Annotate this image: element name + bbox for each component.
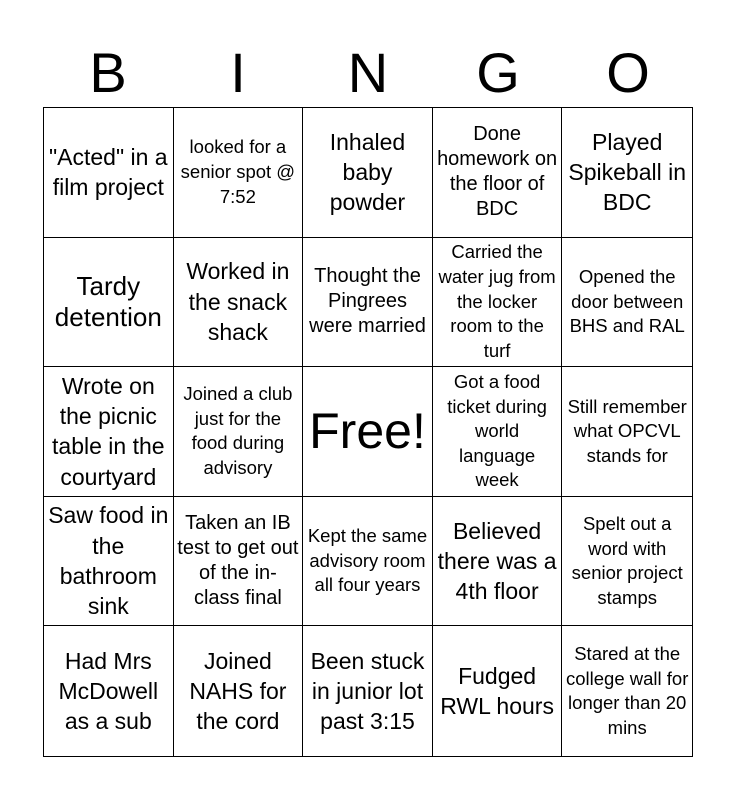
header-letter-n: N <box>347 41 389 104</box>
cell-text: Saw food in the bathroom sink <box>48 502 169 620</box>
cell-text: Worked in the snack shack <box>186 258 290 346</box>
bingo-cell[interactable] <box>562 238 692 368</box>
header-letter-o: O <box>606 41 650 104</box>
cell-text: Had Mrs McDowell as a sub <box>58 647 159 735</box>
free-space-text: Free! <box>309 402 426 459</box>
bingo-cell[interactable] <box>433 238 563 368</box>
header-letter-i: I <box>230 41 246 104</box>
bingo-cell[interactable] <box>174 626 304 756</box>
bingo-cell[interactable] <box>44 108 174 238</box>
cell-text: Carried the water jug from the locker room to the turf <box>438 241 556 361</box>
cell-text: Done homework on the floor of BDC <box>437 122 558 221</box>
cell-text: Inhaled baby powder <box>329 128 406 216</box>
cell-text: Stared at the college wall for longer than 20 mins <box>566 643 689 738</box>
bingo-cell[interactable] <box>433 367 563 497</box>
cell-text: Been stuck in junior lot past 3:15 <box>310 647 425 735</box>
cell-text: Opened the door between BHS and RAL <box>569 266 685 337</box>
bingo-cell[interactable] <box>44 626 174 756</box>
bingo-cell[interactable] <box>174 108 304 238</box>
bingo-cell[interactable] <box>562 367 692 497</box>
bingo-cell[interactable] <box>562 497 692 627</box>
bingo-cell[interactable] <box>303 108 433 238</box>
cell-text: Believed there was a 4th floor <box>437 517 557 605</box>
bingo-cell[interactable] <box>44 238 174 368</box>
bingo-cell[interactable] <box>44 497 174 627</box>
cell-text: Joined NAHS for the cord <box>189 647 287 735</box>
header-letter-g: G <box>476 41 520 104</box>
cell-text: Taken an IB test to get out of the in-class final <box>177 511 299 610</box>
cell-text: Thought the Pingrees were married <box>309 265 426 338</box>
bingo-cell[interactable] <box>44 367 174 497</box>
bingo-cell[interactable] <box>433 497 563 627</box>
free-space[interactable] <box>303 367 433 497</box>
bingo-cell[interactable] <box>174 367 304 497</box>
cell-text: Spelt out a word with senior project stamps <box>571 512 683 608</box>
cell-text: Still remember what OPCVL stands for <box>567 395 687 466</box>
cell-text: Tardy detention <box>54 271 162 332</box>
cell-text: Joined a club just for the food during advisory <box>183 383 293 479</box>
bingo-header <box>43 40 693 106</box>
cell-text: Fudged RWL hours <box>440 662 554 720</box>
bingo-cell[interactable] <box>303 497 433 627</box>
bingo-cell[interactable] <box>562 626 692 756</box>
bingo-cell[interactable] <box>433 108 563 238</box>
cell-text: Got a food ticket during world language week <box>447 371 547 491</box>
cell-text: Played Spikeball in BDC <box>568 128 687 216</box>
bingo-cell[interactable] <box>174 238 304 368</box>
bingo-cell[interactable] <box>174 497 304 627</box>
bingo-cell[interactable] <box>303 238 433 368</box>
bingo-cell[interactable] <box>433 626 563 756</box>
cell-text: looked for a senior spot @ 7:52 <box>180 136 296 207</box>
cell-text: "Acted" in a film project <box>48 143 168 201</box>
bingo-cell[interactable] <box>303 626 433 756</box>
header-letter-b: B <box>89 41 127 104</box>
bingo-board <box>43 107 693 757</box>
cell-text: Wrote on the picnic table in the courtyard <box>52 372 165 490</box>
cell-text: Kept the same advisory room all four years <box>307 525 428 596</box>
bingo-cell[interactable] <box>562 108 692 238</box>
